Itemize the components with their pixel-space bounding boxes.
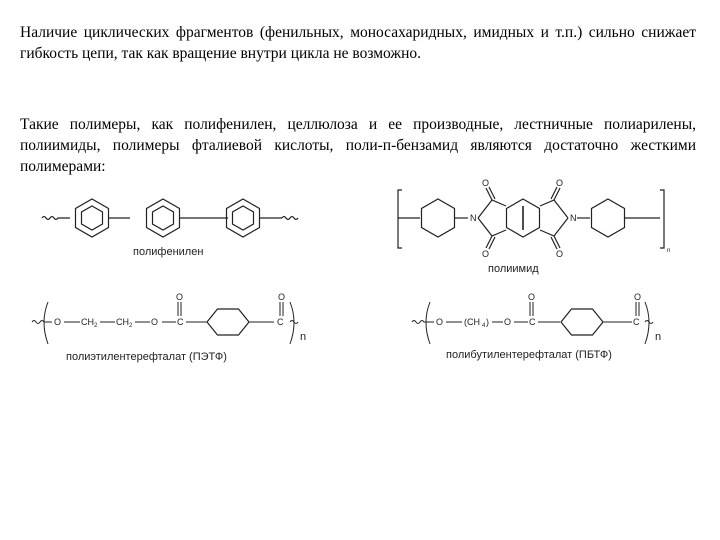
svg-text:O: O — [151, 317, 159, 327]
svg-text:O: O — [436, 317, 444, 327]
polyphenylene-structure — [42, 199, 298, 237]
svg-text:4: 4 — [482, 323, 486, 329]
svg-text:O: O — [556, 178, 564, 188]
pet-structure — [32, 302, 298, 344]
pbt-n: n — [655, 331, 662, 343]
polyimide-structure — [398, 187, 664, 249]
svg-text:N: N — [570, 213, 577, 223]
svg-text:C: C — [277, 317, 284, 327]
svg-text:CH: CH — [81, 317, 94, 327]
polyimide-label: полиимид — [488, 263, 539, 275]
svg-text:): ) — [486, 317, 489, 327]
svg-text:O: O — [54, 317, 62, 327]
polyimide-subscript: n — [667, 248, 671, 254]
svg-text:CH: CH — [116, 317, 129, 327]
svg-text:O: O — [504, 317, 512, 327]
svg-text:2: 2 — [94, 323, 98, 329]
svg-text:O: O — [176, 292, 184, 302]
pet-atoms — [54, 292, 285, 329]
polyphenylene-label: полифенилен — [133, 246, 204, 258]
svg-text:2: 2 — [129, 323, 133, 329]
svg-text:O: O — [482, 249, 490, 259]
svg-text:(CH: (CH — [464, 317, 480, 327]
svg-text:C: C — [633, 317, 640, 327]
pet-label: полиэтилентерефталат (ПЭТФ) — [66, 351, 227, 363]
svg-text:C: C — [529, 317, 536, 327]
pet-n: n — [300, 331, 307, 343]
svg-text:O: O — [556, 249, 564, 259]
svg-text:O: O — [482, 178, 490, 188]
paragraph-rigid-polymers: Такие полимеры, как полифенилен, целлюлоза и ее производные, лестничные полиарилены, полиимиды, полимеры фталиевой кислоты, поли-п-бензамид являются достаточно жесткими полимерами: — [20, 116, 696, 175]
paragraph-cyclic-fragments: Наличие циклических фрагментов (фенильных, моносахаридных, имидных и т.п.) сильно снижает гибкость цепи, так как вращение внутри цикла не возможно. — [20, 24, 696, 62]
svg-text:N: N — [470, 213, 477, 223]
pbt-label: полибутилентерефталат (ПБТФ) — [446, 349, 612, 361]
svg-text:O: O — [634, 292, 642, 302]
svg-text:O: O — [278, 292, 286, 302]
svg-text:C: C — [177, 317, 184, 327]
pbt-atoms — [436, 292, 641, 329]
svg-text:O: O — [528, 292, 536, 302]
